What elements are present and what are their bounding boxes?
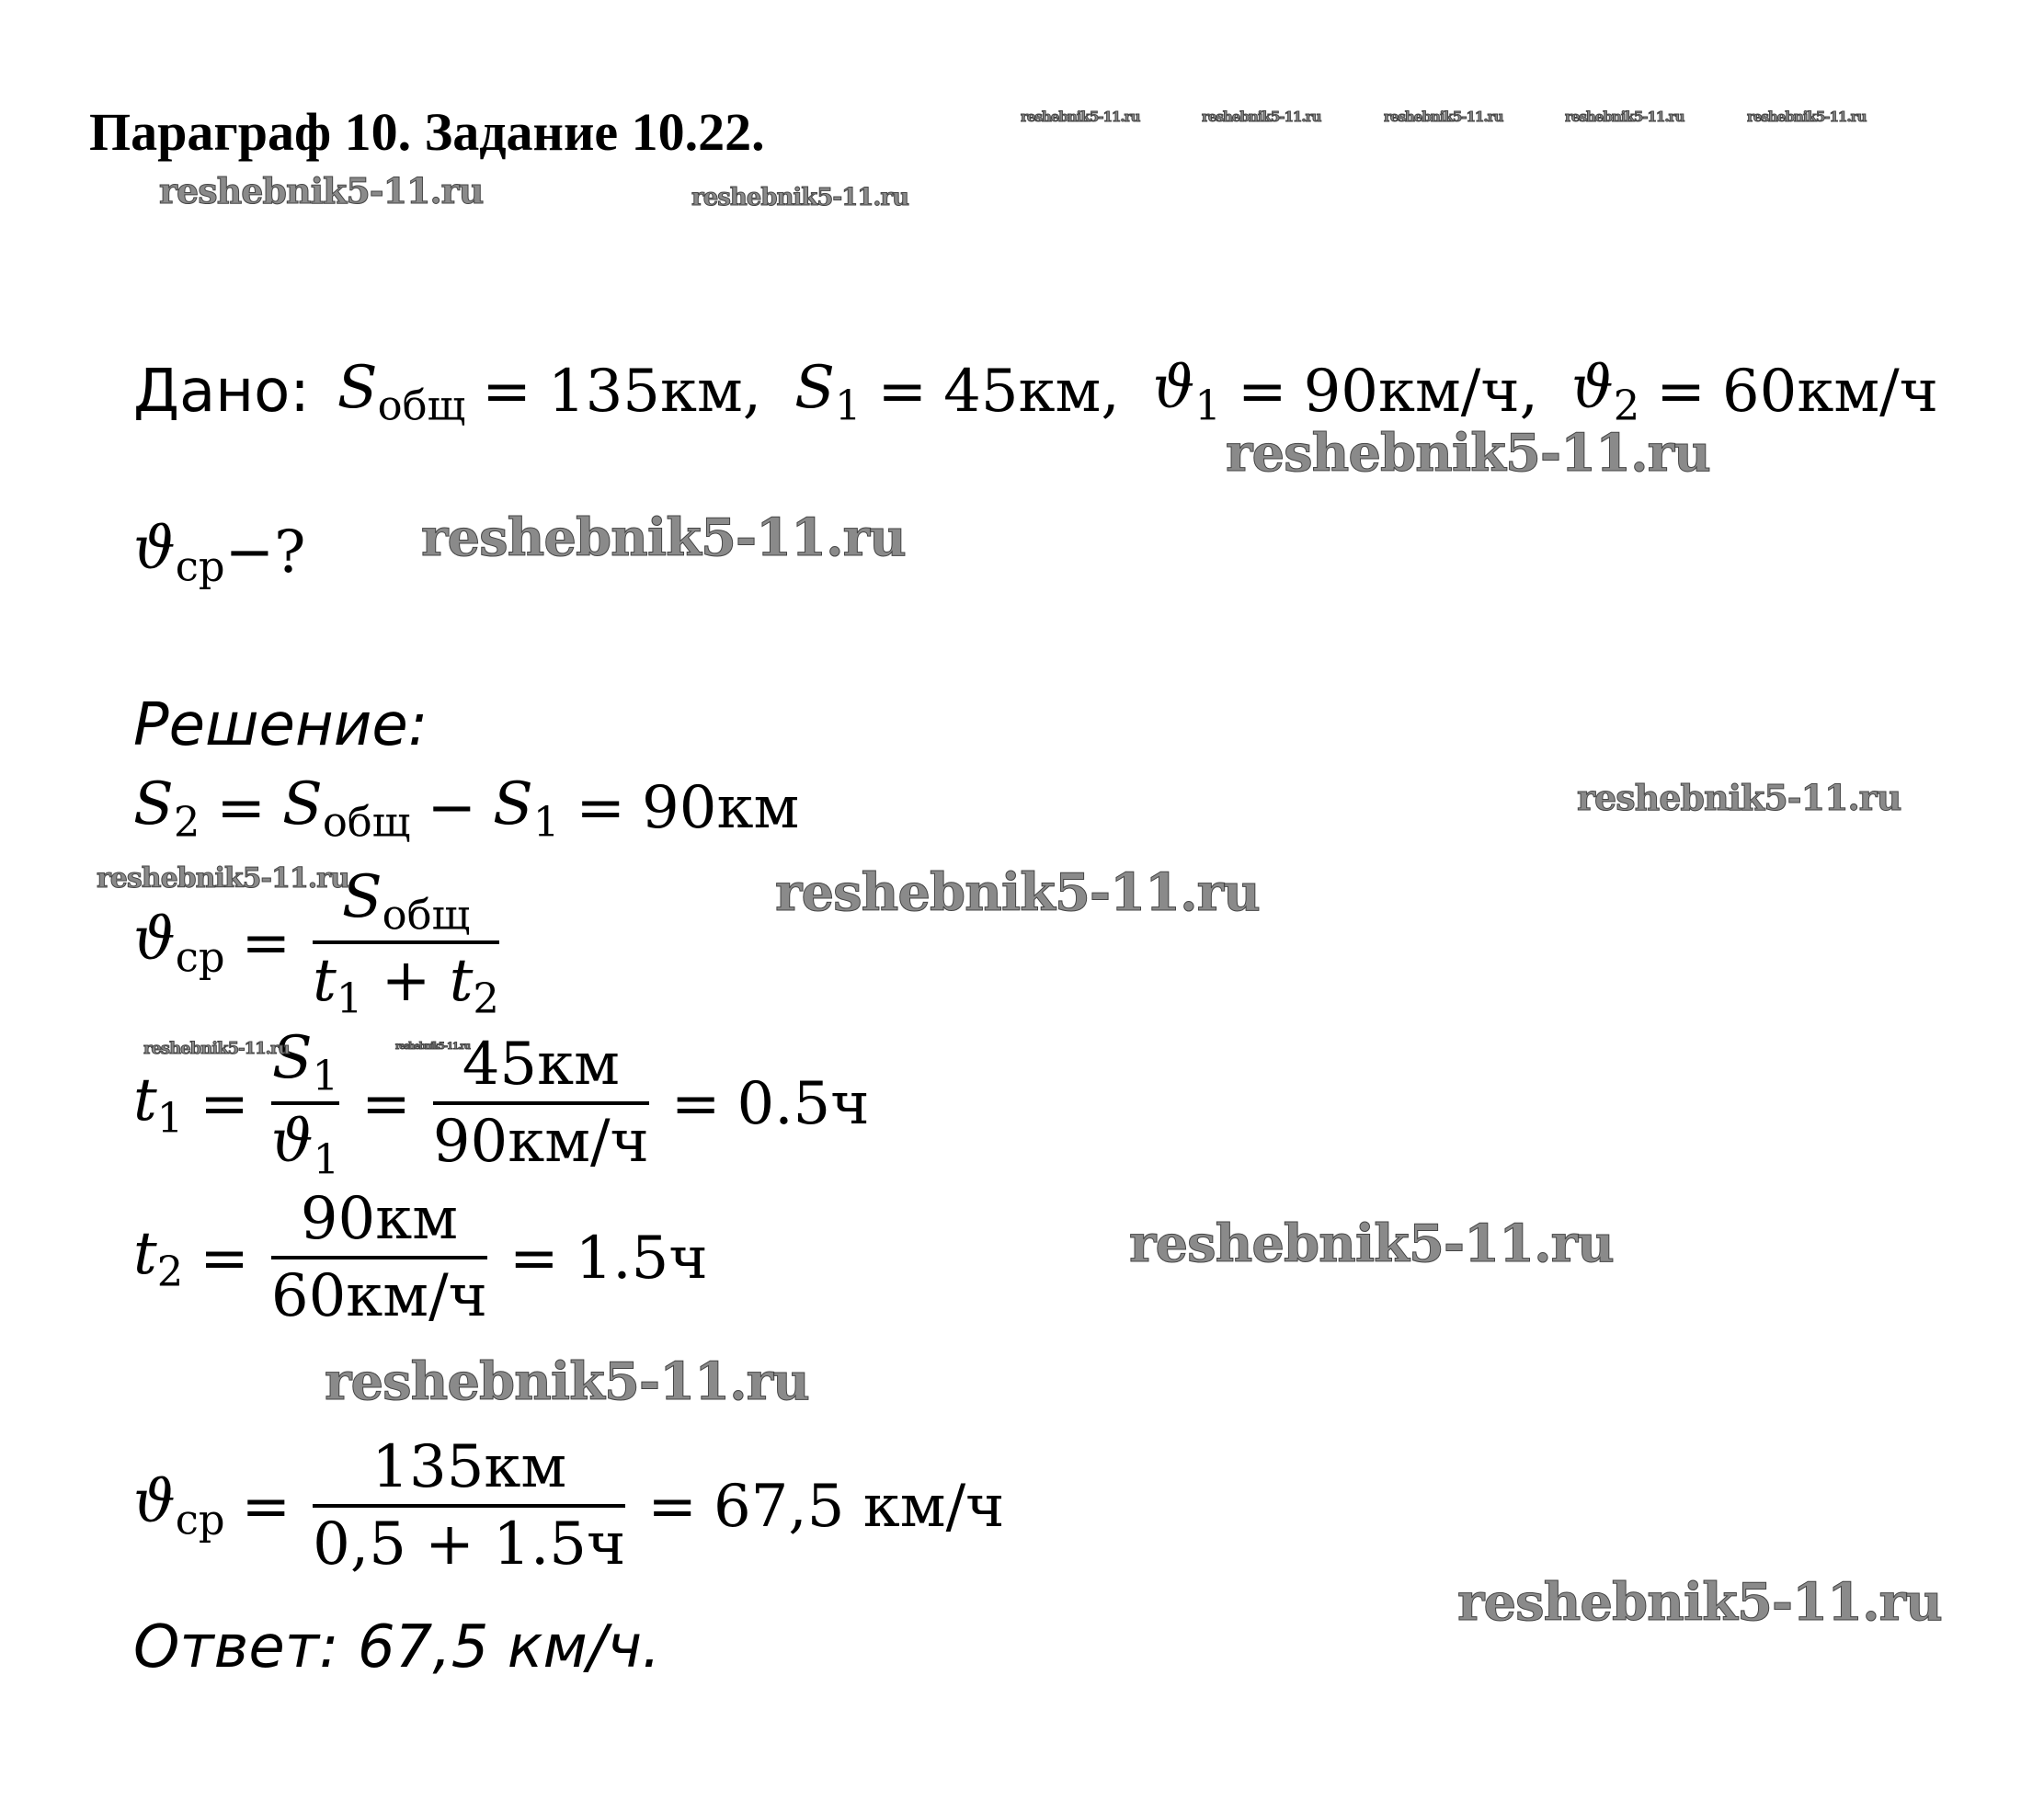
vavg-result-equation: $ϑ_{ср}$ = $\frac{135км}{0,5 + 1.5ч}$ = 67,5 км/ч	[133, 1433, 1005, 1578]
watermark: reshebnik5-11.ru	[143, 1039, 290, 1058]
v1-value: 90км/ч	[1303, 358, 1520, 427]
s1-value: 45км	[943, 358, 1102, 427]
watermark: reshebnik5-11.ru	[325, 1351, 809, 1412]
watermark: reshebnik5-11.ru	[1202, 108, 1321, 125]
t1-result: 0.5ч	[737, 1069, 870, 1138]
watermark: reshebnik5-11.ru	[1021, 108, 1140, 125]
vavg-result: 67,5 км/ч	[713, 1472, 1005, 1541]
watermark: reshebnik5-11.ru	[395, 1042, 470, 1052]
watermark: reshebnik5-11.ru	[1747, 108, 1867, 125]
watermark: reshebnik5-11.ru	[1129, 1214, 1614, 1274]
v2-value: 60км/ч	[1721, 358, 1938, 427]
watermark: reshebnik5-11.ru	[1457, 1572, 1942, 1633]
given-line: Дано: $S_{общ}$ = 135км , $S_1$ = 45км , $ϑ_1$ = 90км/ч , $ϑ_2$ = 60км/ч	[133, 354, 1938, 430]
t2-equation: $t_2$ = $\frac{90км}{60км/ч}$ = 1.5ч	[133, 1185, 708, 1330]
watermark: reshebnik5-11.ru	[421, 507, 906, 568]
watermark: reshebnik5-11.ru	[1226, 423, 1710, 484]
page-title: Параграф 10. Задание 10.22.	[89, 102, 765, 162]
solution-label: Решение:	[133, 691, 428, 759]
watermark: reshebnik5-11.ru	[1565, 108, 1684, 125]
given-label: Дано:	[133, 358, 310, 427]
watermark: reshebnik5-11.ru	[159, 170, 484, 211]
watermark: reshebnik5-11.ru	[97, 862, 349, 895]
t2-numerator: 90км	[300, 1185, 459, 1253]
s-total-value: 135км	[547, 358, 743, 427]
answer-text: Ответ: 67,5 км/ч.	[133, 1613, 661, 1681]
vavg-denominator: 0,5 + 1.5ч	[313, 1510, 626, 1578]
t2-denominator: 60км/ч	[270, 1261, 487, 1330]
s2-result: 90км	[642, 774, 800, 843]
t1-denominator: 90км/ч	[432, 1107, 649, 1176]
watermark: reshebnik5-11.ru	[1577, 777, 1901, 818]
watermark: reshebnik5-11.ru	[691, 184, 909, 211]
watermark: reshebnik5-11.ru	[1384, 108, 1503, 125]
t1-numerator: 45км	[462, 1031, 620, 1100]
t2-result: 1.5ч	[575, 1224, 708, 1293]
watermark: reshebnik5-11.ru	[775, 862, 1260, 923]
s2-equation: $S_2$ = $S_{общ}$ − $S_1$ = 90км	[133, 770, 800, 847]
vavg-formula: $ϑ_{ср}$ = $\frac{S_{общ}}{t_1 + t_2}$	[133, 863, 499, 1023]
vavg-numerator: 135км	[371, 1433, 567, 1501]
find-line: $ϑ_{ср}$ −?	[133, 515, 306, 591]
t1-equation: $t_1$ = $\frac{S_1}{ϑ_1}$ = $\frac{45км}{90км/ч}$ = 0.5ч	[133, 1024, 870, 1184]
